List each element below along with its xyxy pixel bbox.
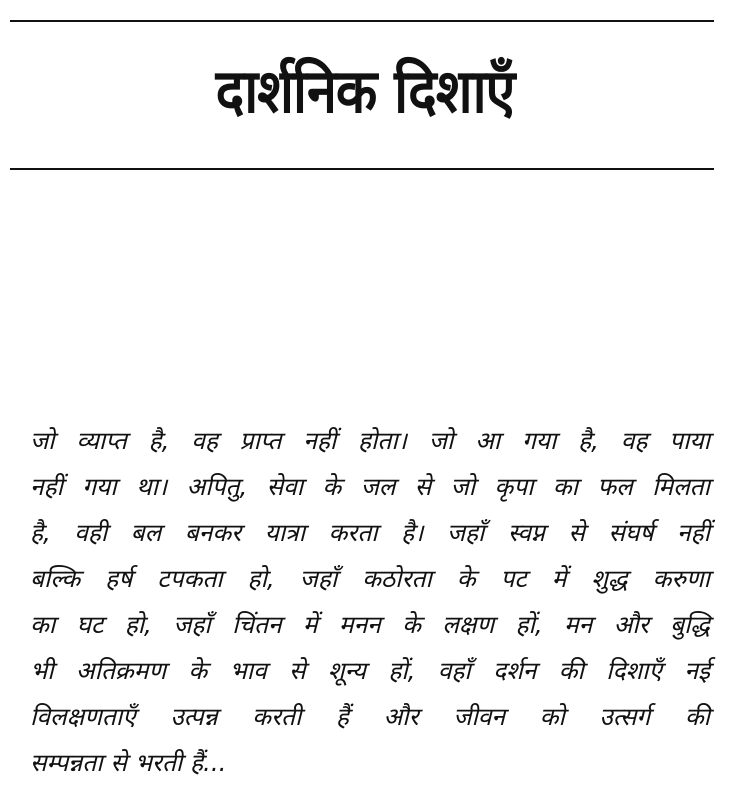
- body-paragraph: [30, 418, 710, 786]
- top-rule: [10, 20, 714, 22]
- paragraph-line: बल्कि हर्ष टपकता हो, जहाँ कठोरता के पट में शुद्ध करुणा: [30, 564, 710, 593]
- paragraph-line: भी अतिक्रमण के भाव से शून्य हों, वहाँ दर्शन की दिशाएँ नई: [30, 656, 710, 685]
- paragraph-line: नहीं गया था। अपितु, सेवा के जल से जो कृपा का फल मिलता: [30, 472, 710, 501]
- paragraph-line: का घट हो, जहाँ चिंतन में मनन के लक्षण हों, मन और बुद्धि: [30, 610, 710, 639]
- bottom-rule: [10, 168, 714, 170]
- paragraph-line: विलक्षणताएँ उत्पन्न करती हैं और जीवन को उत्सर्ग की: [30, 702, 710, 731]
- paragraph-line: है, वही बल बनकर यात्रा करता है। जहाँ स्वप्न से संघर्ष नहीं: [30, 518, 710, 547]
- page-title: दार्शनिक दिशाएँ: [215, 56, 515, 127]
- paragraph-line: सम्पन्नता से भरती हैं...: [30, 748, 227, 777]
- paragraph-line: जो व्याप्त है, वह प्राप्त नहीं होता। जो आ गया है, वह पाया: [30, 426, 710, 455]
